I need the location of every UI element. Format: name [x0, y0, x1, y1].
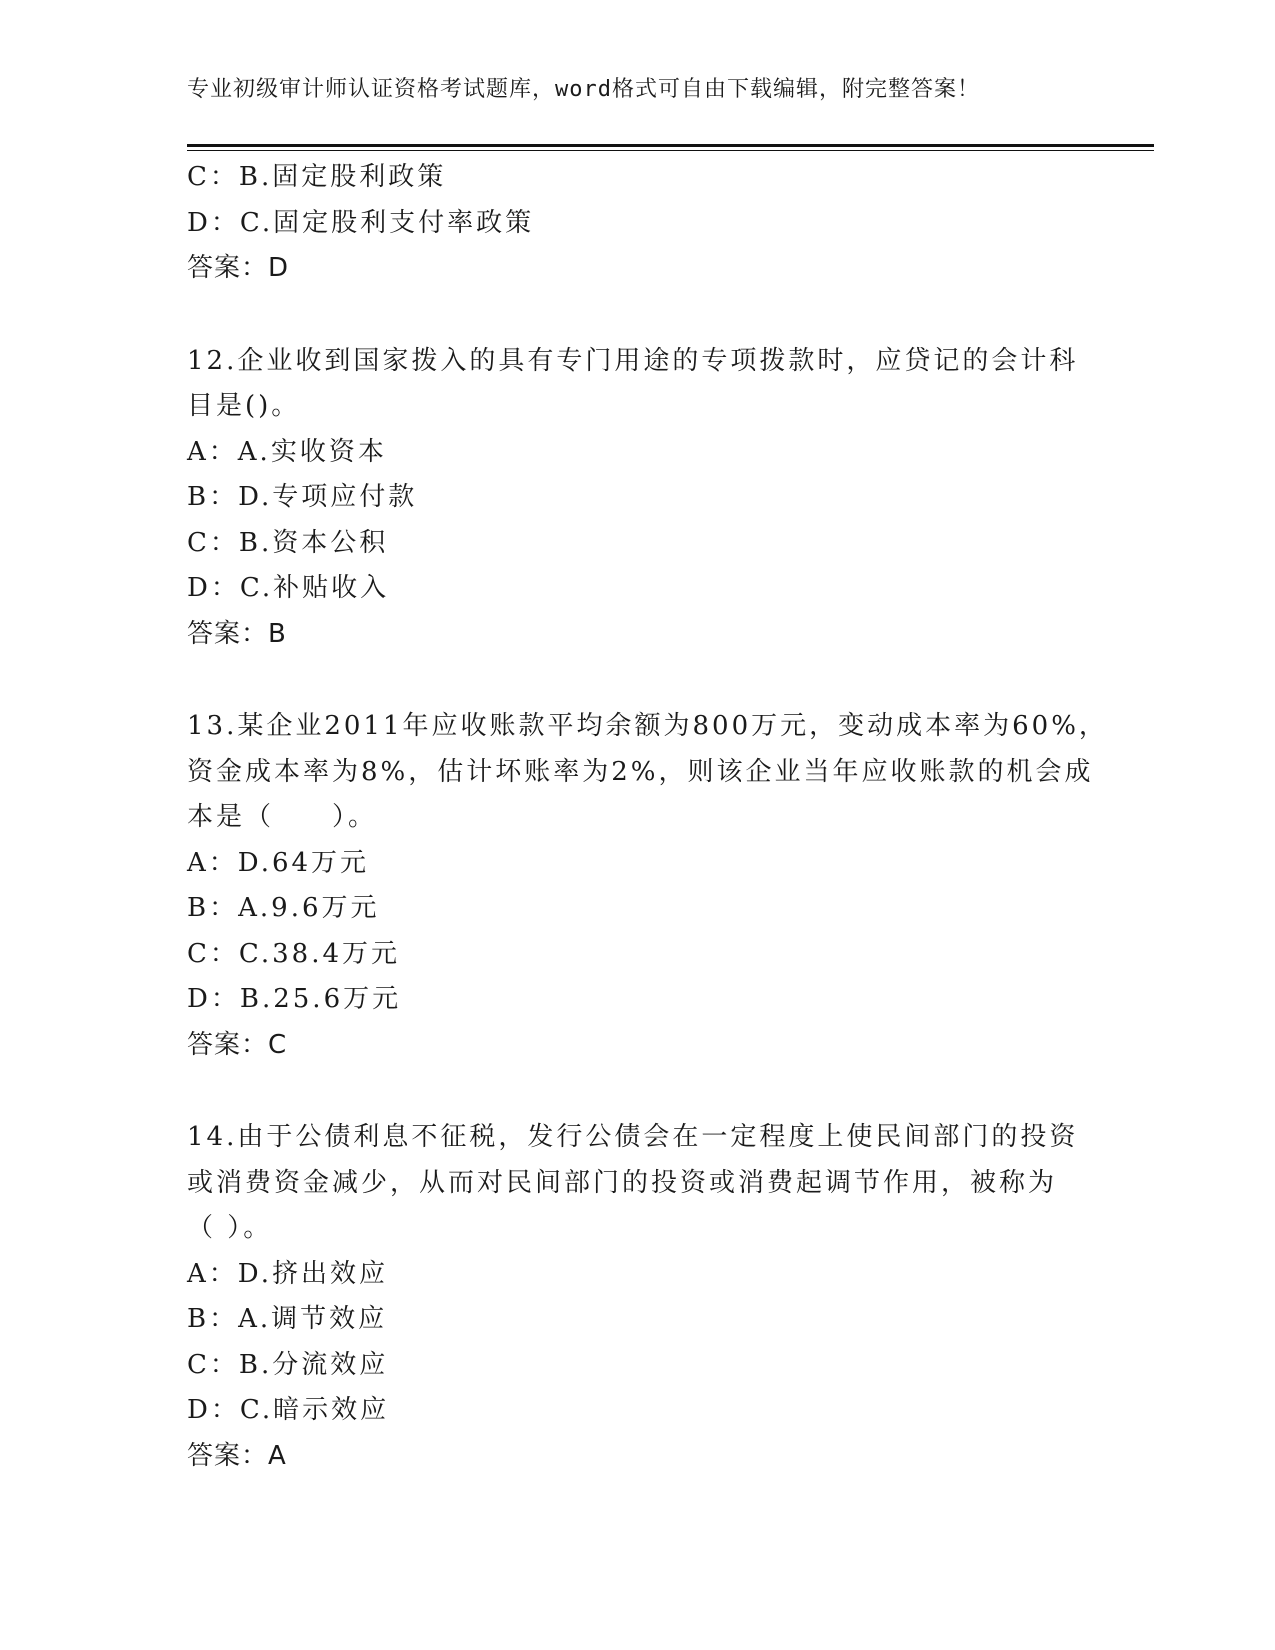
- option-d: D：C.固定股利支付率政策: [187, 207, 535, 238]
- question-stem-line: 本是（ ）。: [187, 802, 378, 832]
- spacer: [187, 292, 1087, 339]
- header-rule-thick: [187, 144, 1154, 147]
- option-c: C：B.资本公积: [187, 527, 389, 558]
- option-c: C：B.固定股利政策: [187, 162, 447, 192]
- question-stem-line: 资金成本率为8%，估计坏账率为2%，则该企业当年应收账款的机会成: [187, 756, 1094, 787]
- option-c: C：C.38.4万元: [187, 938, 401, 969]
- option-a: A：D.挤出效应: [187, 1258, 388, 1289]
- option-b: B：A.调节效应: [187, 1304, 388, 1334]
- option-b: B：D.专项应付款: [187, 482, 418, 512]
- option-d: D：B.25.6万元: [187, 984, 402, 1014]
- question-block-12: [187, 339, 1087, 658]
- question-block-14: [187, 1115, 1087, 1479]
- answer-line: 答案：C: [187, 1029, 288, 1060]
- answer-line: 答案：D: [187, 253, 290, 283]
- question-block-13: [187, 704, 1108, 1068]
- option-d: D：C.暗示效应: [187, 1395, 390, 1425]
- option-d: D：C.补贴收入: [187, 573, 390, 603]
- question-list: [187, 155, 1108, 1479]
- question-stem-line: 或消费资金减少，从而对民间部门的投资或消费起调节作用，被称为: [187, 1167, 1058, 1198]
- question-stem-line: 12.企业收到国家拨入的具有专门用途的专项拨款时，应贷记的会计科: [187, 345, 1079, 376]
- question-stem-line: 14.由于公债利息不征税，发行公债会在一定程度上使民间部门的投资: [187, 1122, 1079, 1152]
- question-block-11: [187, 155, 1087, 292]
- answer-line: 答案：A: [187, 1440, 287, 1471]
- question-stem-line: （ ）。: [187, 1213, 273, 1243]
- option-a: A：D.64万元: [187, 847, 370, 878]
- option-a: A：A.实收资本: [187, 436, 387, 467]
- option-b: B：A.9.6万元: [187, 893, 380, 923]
- spacer: [187, 657, 1087, 704]
- spacer: [187, 1068, 1087, 1115]
- header-rule-thin: [187, 150, 1154, 151]
- question-stem-line: 13.某企业2011年应收账款平均余额为800万元，变动成本率为60%，: [187, 711, 1108, 741]
- answer-line: 答案：B: [187, 618, 287, 649]
- question-stem-line: 目是()。: [187, 391, 301, 421]
- option-c: C：B.分流效应: [187, 1349, 389, 1380]
- header-text: 专业初级审计师认证资格考试题库，word格式可自由下载编辑，附完整答案！: [187, 77, 980, 102]
